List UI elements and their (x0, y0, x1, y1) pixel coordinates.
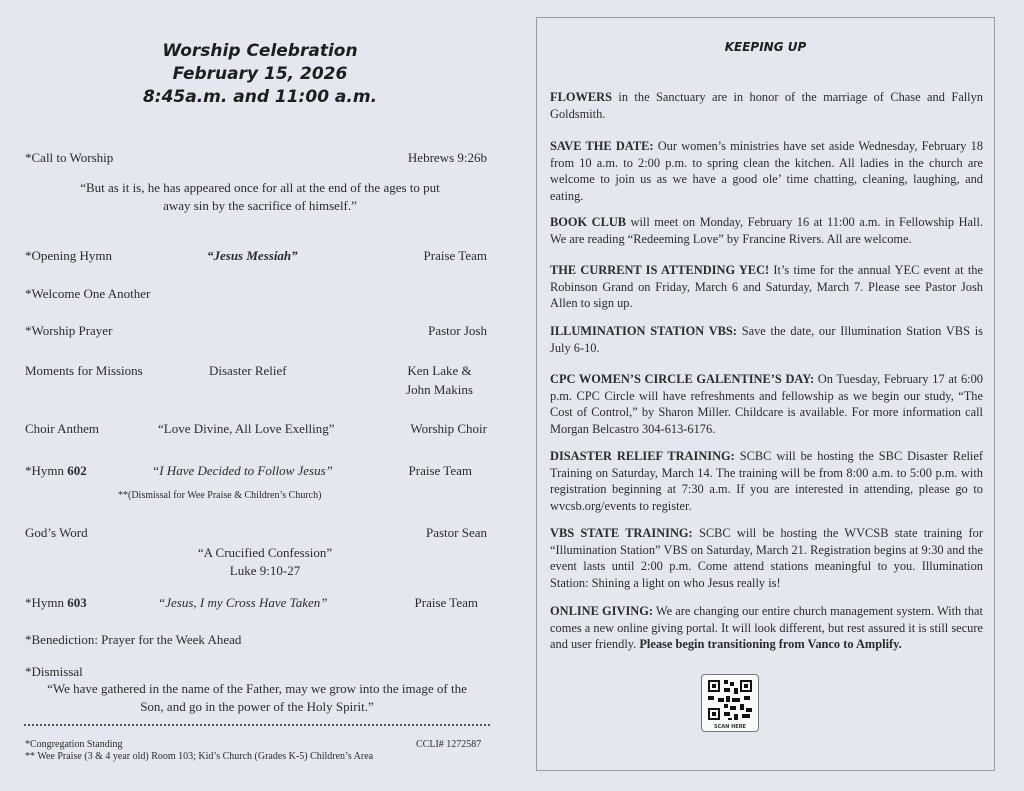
bulletin-title: Worship Celebration February 15, 2026 8:45a.m. and 11:00 a.m. (142, 41, 378, 107)
kids-church-note: ** Wee Praise (3 & 4 year old) Room 103; Kid’s Church (Grades K-5) Children’s Area (25, 751, 374, 762)
announcement-yec: THE CURRENT IS ATTENDING YEC! It’s time for the annual YEC event at the Robinson Grand on Friday, March 6 and Saturday, March 7. Please see Pastor Josh Allen to sign up. (550, 263, 983, 310)
announcement-flowers: FLOWERS in the Sanctuary are in honor of the marriage of Chase and Fallyn Goldsmith. (550, 90, 983, 121)
congregation-standing-note: *Congregation Standing (25, 739, 123, 750)
keeping-up-panel (536, 17, 995, 771)
announcement-save-the-date: SAVE THE DATE: Our women’s ministries have set aside Wednesday, February 18 from 10 a.m. to 2:00 p.m. to spring clean the kitchen. All ladies in the church are welcome to join us as we have a good ole’ time chatting, cleaning, laughing, and eating. (550, 139, 983, 203)
keeping-up-title: KEEPING UP (724, 40, 807, 54)
footer-divider (24, 724, 490, 726)
order-of-worship: Worship Celebration February 15, 2026 8:45a.m. and 11:00 a.m. *Call to Worship Hebrews 9:26b “But as it is, he has appeared once for all at the end of the ages to put away sin by the sacrifice of himself.” *Opening Hymn “Jesus Messiah” Praise Team *Welcome One Another *Worship Prayer Pastor Josh Moments for Missions Disaster Relief Ken Lake & John Makins Choir Anthem “Love Divine, All Love Exelling” Worship Choir *Hymn 602 “I Have Decided to Follow Jesus” Praise Team **(Dismissal for Wee Praise & Children’s Church) God’s Word Pastor Sean “A Crucified Confession” Luke 9:10-27 *Hymn 603 “Jesus, I my Cross Have Taken” Praise Team *Benediction: Prayer for the Week Ahead *Dismissal “We have gathered in the name of the Father, may we grow into the image of the Son, and go in the power of the Holy Spirit.” *Congregation Standing CCLI# 1272587 ** Wee Praise (3 & 4 year old) Room 103; Kid’s Church (Grades K-5) Children’s Area (0, 0, 520, 791)
announcement-book-club: BOOK CLUB will meet on Monday, February 16 at 11:00 a.m. in Fellowship Hall. We are reading “Redeeming Love” by Francine Rivers. All are welcome. (550, 215, 983, 246)
announcement-disaster-relief: DISASTER RELIEF TRAINING: SCBC will be hosting the SBC Disaster Relief Training on Saturday, March 14. The training will be from 8:00 a.m. to 5:00 p.m. with registration beginning at 7:30 a.m. If you are interested in attending, please go to wvcsb.org/events to register. (550, 449, 983, 513)
sermon-info: “A Crucified Confession” Luke 9:10-27 (197, 545, 333, 578)
announcement-vbs-training: VBS STATE TRAINING: SCBC will be hosting the WVCSB state training for “Illumination Station” VBS on Saturday, March 21. Registration begins at 9:30 and the event lasts until 2:00 p.m. Come attend stations meaningful to you. Illumination Station: Shining a light on who Jesus really is! (550, 526, 983, 590)
dismissal-quote: “We have gathered in the name of the Father, may we grow into the image of the Son, and go in the power of the Holy Spirit.” (47, 681, 467, 714)
giving-qr-code[interactable] (701, 674, 759, 732)
announcement-vbs: ILLUMINATION STATION VBS: Save the date, our Illumination Station VBS is July 6-10. (550, 324, 983, 355)
qr-scan-label: SCAN HERE (714, 724, 746, 730)
ccli-number: CCLI# 1272587 (416, 739, 482, 750)
call-to-worship-quote: “But as it is, he has appeared once for all at the end of the ages to put away sin by the sacrifice of himself.” (80, 180, 440, 213)
dismissal-note: **(Dismissal for Wee Praise & Children’s Church) (118, 490, 322, 501)
announcement-galentines: CPC WOMEN’S CIRCLE GALENTINE’S DAY: On Tuesday, February 17 at 6:00 p.m. CPC Circle will have refreshments and fellowship as we begin our study, “The Cost of Control,” by Sharon Miller. Childcare is available. For more information call Morgan Belcastro 304-613-6176. (550, 372, 983, 436)
qr-code-icon (708, 680, 752, 720)
announcement-online-giving: ONLINE GIVING: We are changing our entire church management system. With that comes a new online giving portal. It will look different, but rest assured it is still secure and user friendly. Please begin transitioning from Vanco to Amplify. (550, 604, 983, 651)
